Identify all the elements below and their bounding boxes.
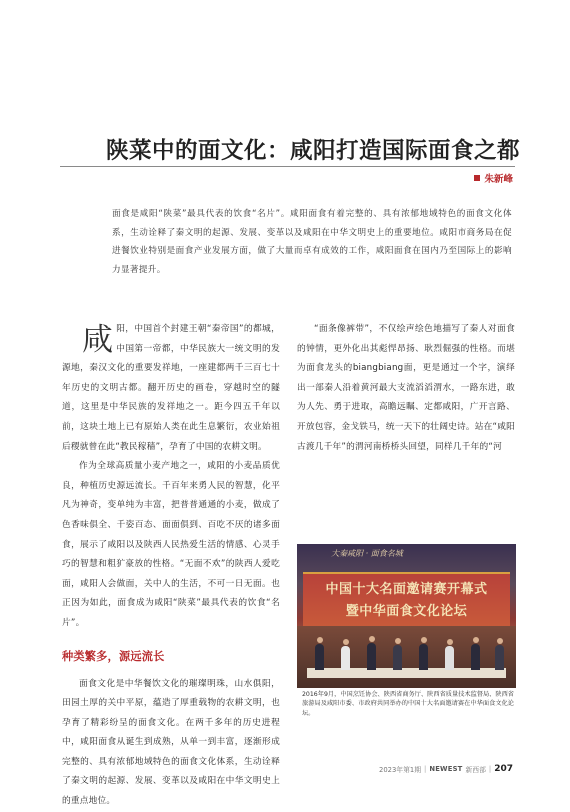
panelist: [419, 644, 428, 670]
panelist-head: [369, 636, 375, 642]
panelist: [471, 644, 480, 670]
body-column-right: [297, 320, 515, 457]
paragraph-1-text: 阳，中国首个封建王朝“秦帝国”的都城，中国第一帝都，中华民族大一统文明的发源地，秦汉文化的重要发祥地，一座建都两千三百七十年历史的文明古都。翻开历史的画卷，穿越时空的隧道，这里是中华民族的发祥地之一。距今四五千年以前，这块土地上已有原始人类在此生息繁衍，农业始祖后稷就曾在此“教民稼穑”，孕育了中国的农耕文明。: [62, 324, 280, 452]
event-photo: [297, 544, 516, 688]
panelist-head: [343, 639, 349, 645]
issue-label: 2023年第1期: [379, 766, 422, 774]
author-name: 朱新峰: [484, 174, 513, 185]
footer-separator: |: [424, 765, 427, 773]
article-abstract: 面食是咸阳“陕菜”最具代表的饮食“名片”。咸阳面食有着完整的、具有浓郁地域特色的面食文化体系，生动诠释了秦文明的起源、发展、变革以及咸阳在中华文明史上的重要地位。咸阳市商务局在促进餐饮业特别是面食产业发展方面，做了大量而卓有成效的工作，咸阳面食在国内乃至国际上的影响力显著提升。: [112, 209, 512, 275]
magazine-brand-cn: 新西部: [465, 766, 486, 774]
panelist-head: [395, 638, 401, 644]
photo-caption: 2016年9月，中国烹饪协会、陕西省商务厅、陕西省质量技术监督局、陕西省旅游局及咸阳市委、市政府共同举办的中国十大名面邀请赛在中华面食文化论坛。: [302, 691, 514, 717]
panelist-head: [447, 639, 453, 645]
photo-stage: [297, 626, 516, 688]
paragraph-2: 作为全球高质量小麦产地之一，咸阳的小麦品质优良，种植历史源远流长。千百年来勇人民的智慧，化平凡为神奇，变单纯为丰富，把普普通通的小麦，做成了色香味俱全、千姿百态、面面俱到、百吃不厌的诸多面食，展示了咸阳以及陕西人民热爱生活的情感、心灵手巧的智慧和粗犷豪放的性格。“无面不欢”的陕西人爱吃面，咸阳人会做面，关中人的生活，不可一日无面。也正因为如此，面食成为咸阳“陕菜”最具代表的饮食“名片”。: [62, 461, 280, 628]
body-column-left: [62, 320, 280, 812]
photo-banner: [303, 572, 510, 626]
photo-banner-line-1: 中国十大名面邀请赛开幕式: [325, 582, 488, 597]
footer-separator: |: [488, 765, 492, 773]
paragraph-1: [62, 320, 280, 457]
panelist: [341, 646, 350, 670]
panelist-head: [473, 637, 479, 643]
photo-calligraphy: 大秦咸阳 · 面食名城: [331, 549, 403, 558]
panelist: [495, 645, 504, 670]
panelist-head: [317, 637, 323, 643]
photo-banner-line-2: 暨中华面食文化论坛: [345, 604, 468, 619]
magazine-brand: NEWEST: [429, 765, 463, 773]
author-byline: [474, 171, 513, 185]
panelist-head: [421, 637, 427, 643]
paragraph-4: “面条像裤带”，不仅绘声绘色地描写了秦人对面食的钟情，更外化出其彪悍昂扬、耿烈倔强的性格。而堪为面食龙头的biangbiang面，更是通过一个字，演绎出一部秦人沿着黄河最大支流滔滔渭水，一路东进，敢为人先、勇于进取，高瞻远瞩、定都咸阳，广开言路、开放包容，金戈铁马，统一天下的壮阔史诗。站在“咸阳古渡几千年”的渭河南桥桥头回望，同样几千年的“河: [297, 324, 516, 452]
panelist: [315, 644, 324, 670]
page-number: 207: [494, 764, 513, 774]
panelist: [445, 646, 454, 670]
author-marker-icon: [474, 175, 480, 181]
drop-cap: 咸: [82, 322, 114, 358]
panelist-head: [497, 638, 503, 644]
panelist: [393, 645, 402, 670]
article-title: 陕菜中的面文化：咸阳打造国际面食之都: [105, 138, 520, 164]
section-heading: 种类繁多，源远流长: [62, 649, 165, 663]
panelist: [367, 643, 376, 670]
title-divider: [60, 166, 515, 167]
paragraph-3: 面食文化是中华餐饮文化的璀璨明珠，山水俱阳，田园土厚的关中平原，蕴造了厚重载物的农耕文明，也孕育了精彩纷呈的面食文化。在两千多年的历史进程中，咸阳面食从诞生到成熟，从单一到丰富，逐渐形成完整的、具有浓郁地域特色的面食文化体系，生动诠释了秦文明的起源、发展、变革以及咸阳在中华文明史上的重点地位。: [62, 678, 280, 807]
page-footer: [379, 764, 513, 774]
